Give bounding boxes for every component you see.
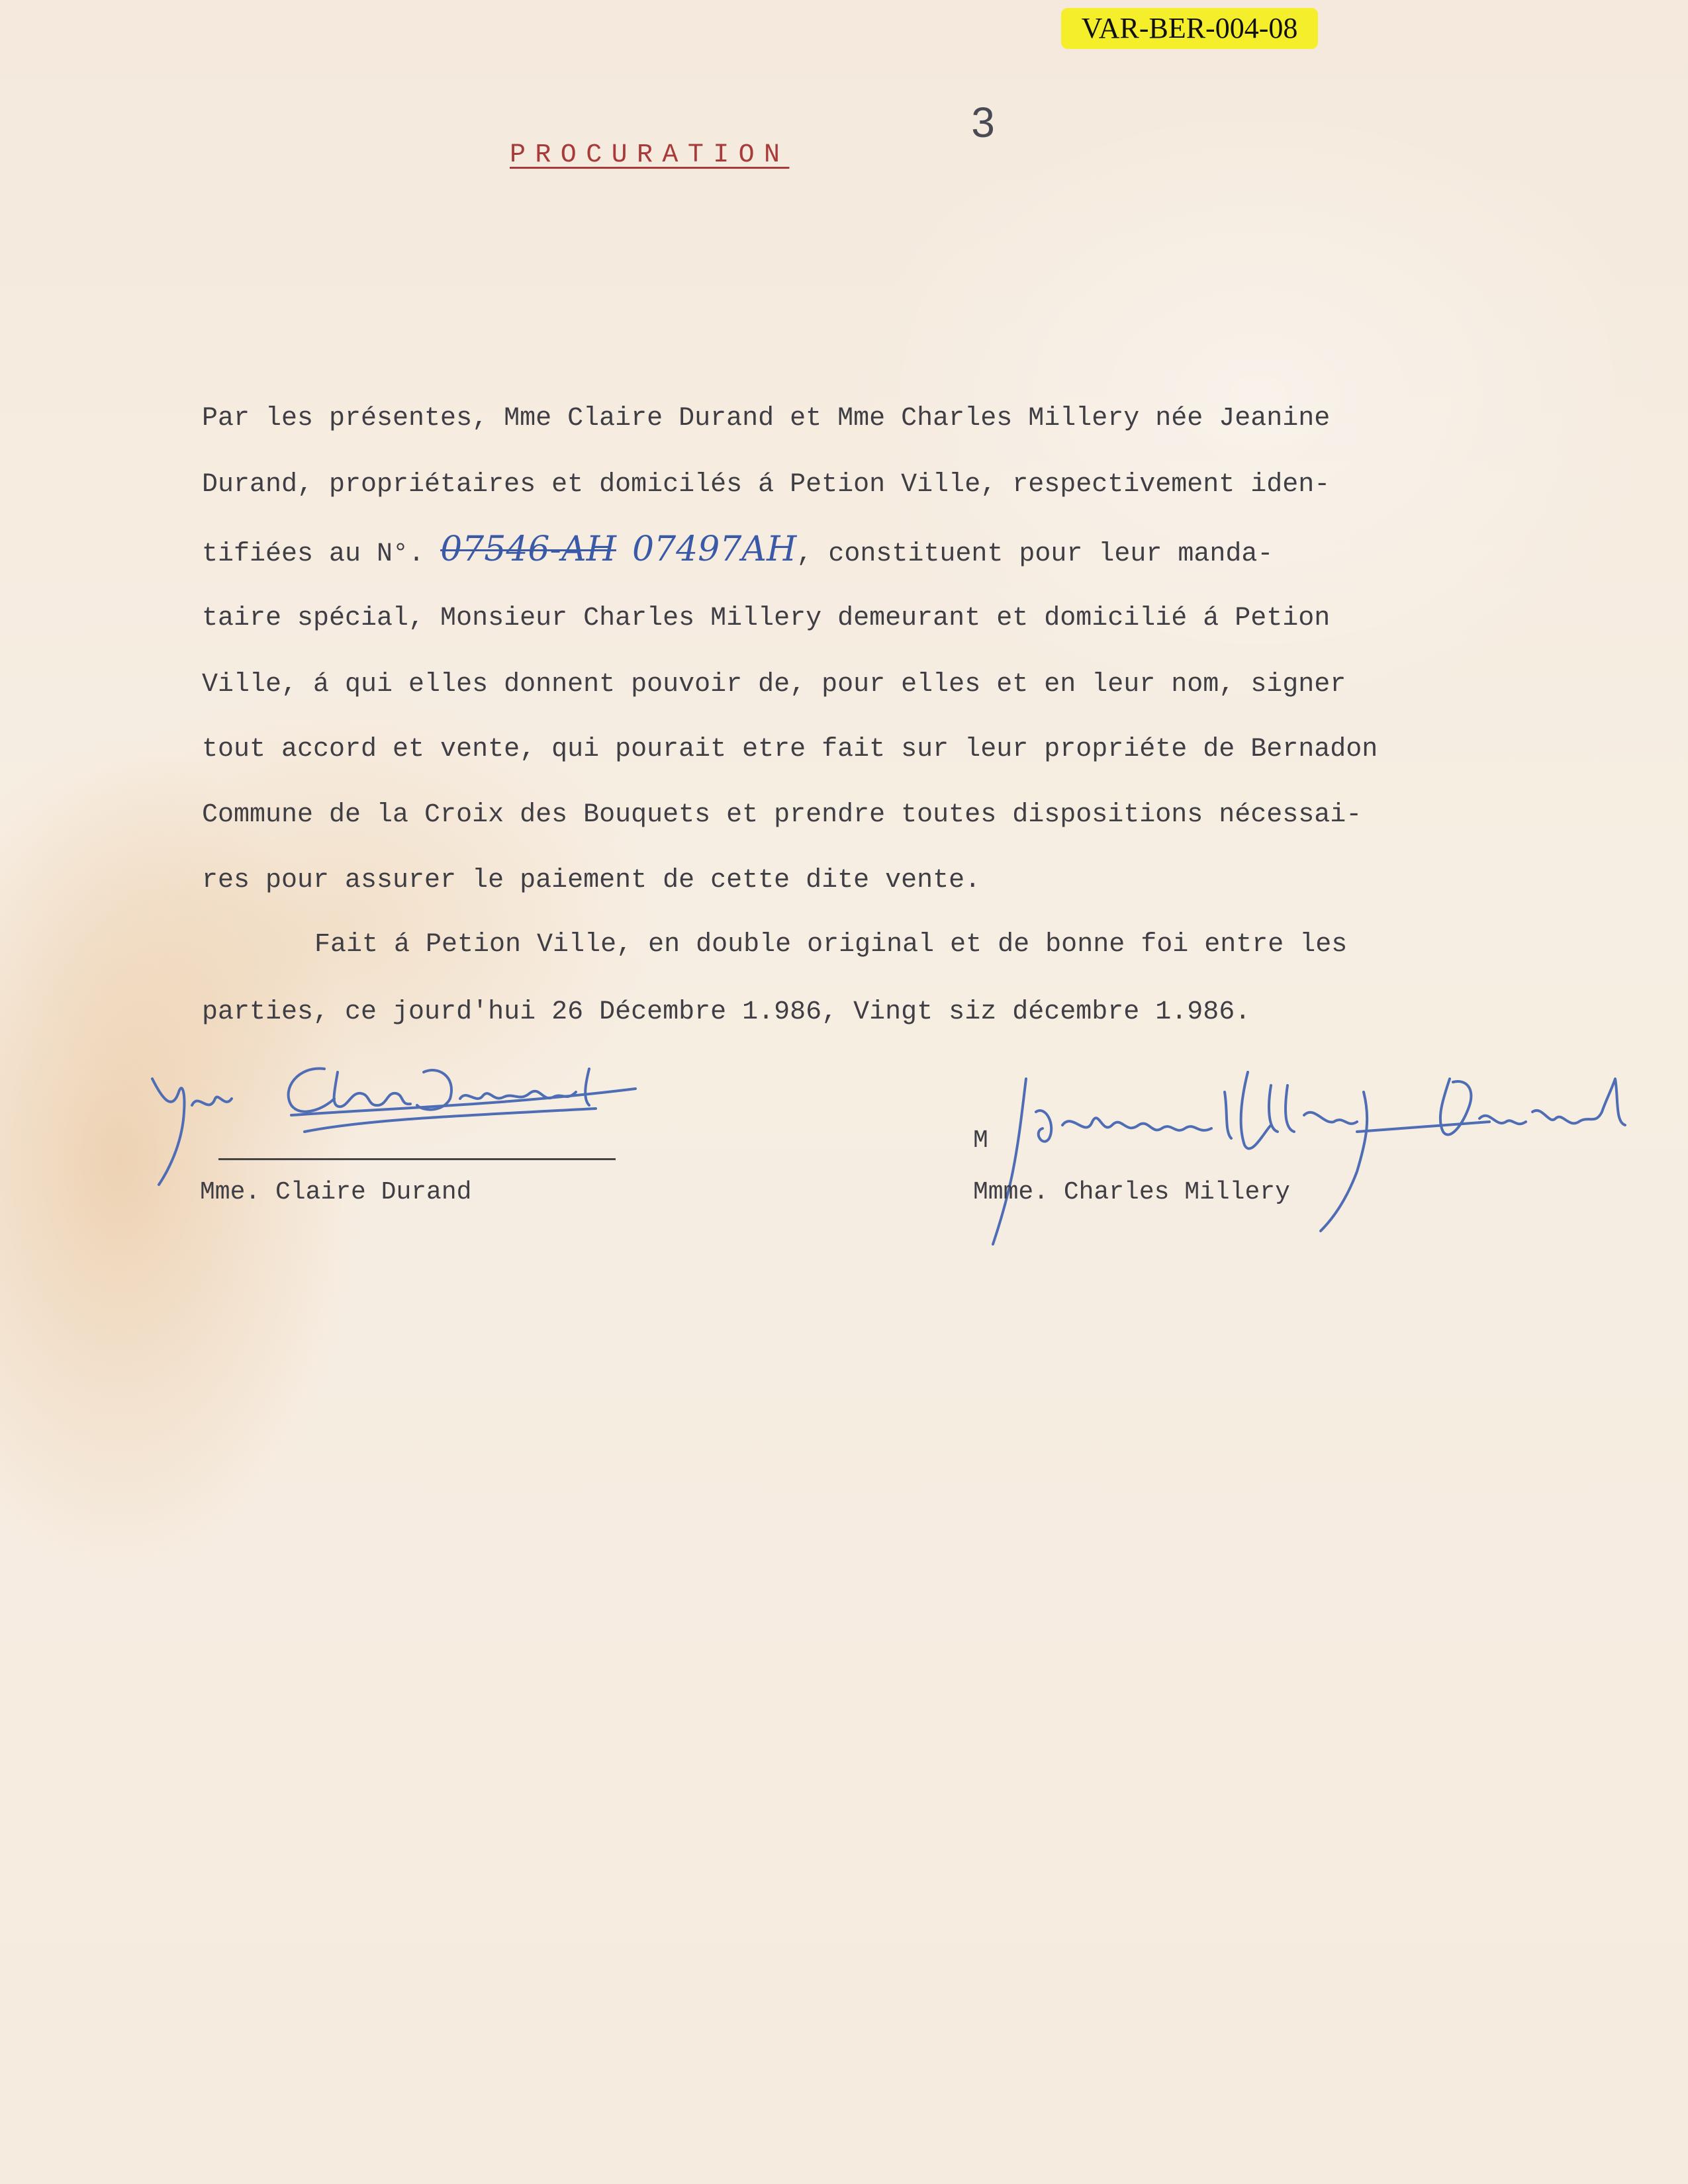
document-title: PROCURATION (510, 140, 790, 170)
body-line-6: tout accord et vente, qui pourait etre fait sur leur propriéte de Bernadon (202, 735, 1378, 764)
page-number: 3 (971, 99, 995, 146)
body-line-9: Fait á Petion Ville, en double original et de bonne foi entre les (314, 930, 1348, 960)
body-line-7: Commune de la Croix des Bouquets et prendre toutes dispositions nécessai- (202, 800, 1362, 830)
body-line-1: Par les présentes, Mme Claire Durand et Mme Charles Millery née Jeanine (202, 404, 1331, 433)
body-line-3-prefix: tifiées au N°. (202, 539, 425, 569)
signature-prefix-right: M (973, 1126, 988, 1155)
body-line-2: Durand, propriétaires et domicilés á Petion Ville, respectivement iden- (202, 470, 1331, 500)
signature-label-left: Mme. Claire Durand (200, 1178, 472, 1206)
signature-line-left (218, 1158, 616, 1160)
body-line-8: res pour assurer le paiement de cette dite vente. (202, 866, 981, 895)
body-line-3 (202, 529, 1579, 571)
body-line-10: parties, ce jourd'hui 26 Décembre 1.986, Vingt siz décembre 1.986. (202, 997, 1251, 1027)
reference-label: VAR-BER-004-08 (1061, 8, 1318, 49)
body-line-4: taire spécial, Monsieur Charles Millery demeurant et domicilié á Petion (202, 604, 1331, 633)
id-number-2: 07497AH (632, 529, 797, 569)
signature-label-right: Mmme. Charles Millery (973, 1178, 1290, 1206)
id-number-1: 07546-AH (440, 529, 616, 569)
body-line-5: Ville, á qui elles donnent pouvoir de, pour elles et en leur nom, signer (202, 670, 1346, 700)
signature-claire-durand (132, 1052, 675, 1198)
signature-jeanine-millery-durand (986, 1066, 1681, 1251)
body-line-3-suffix: , constituent pour leur manda- (796, 539, 1274, 569)
